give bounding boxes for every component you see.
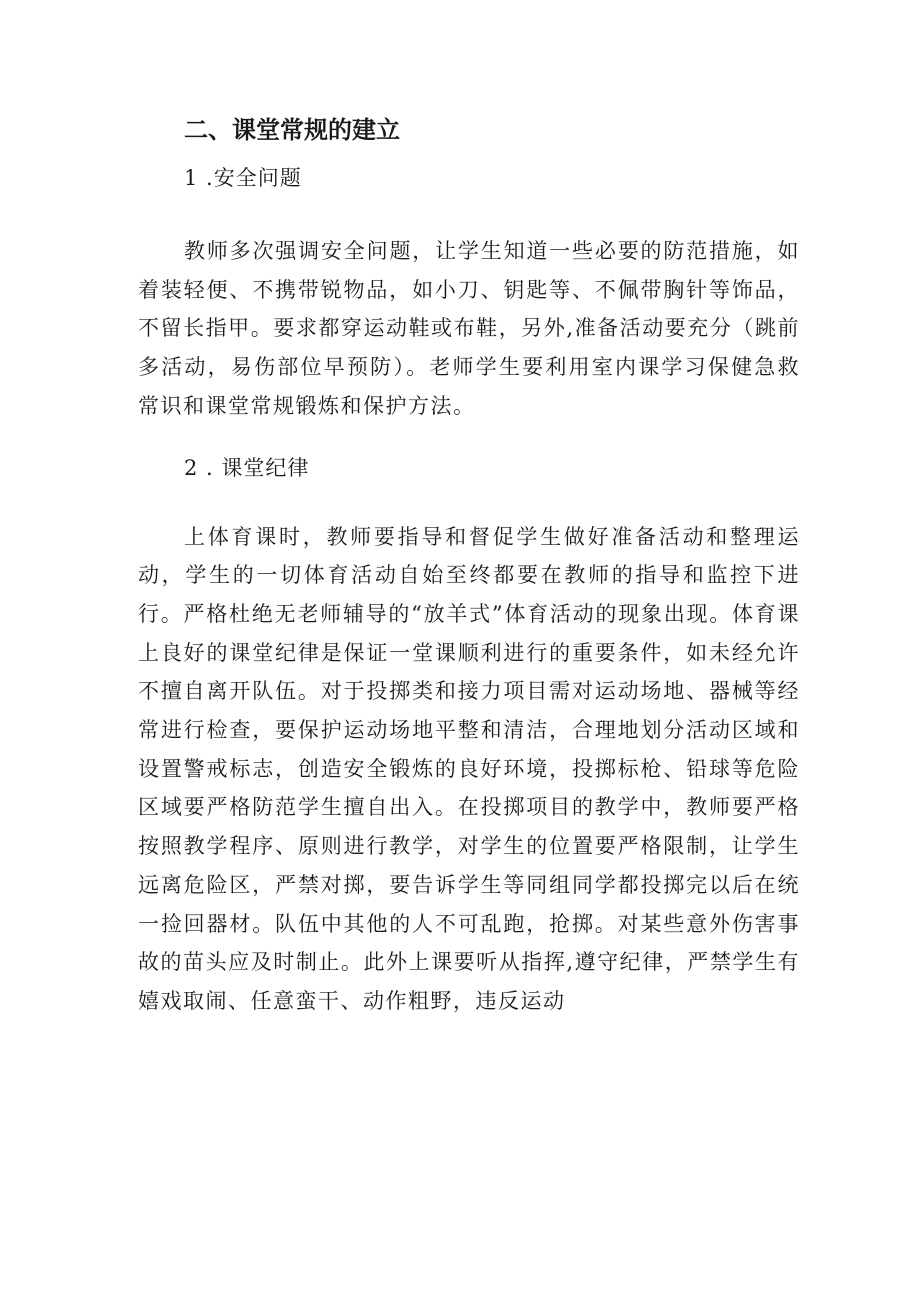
- subsection-title-discipline: 2 . 课堂纪律: [184, 455, 310, 480]
- paragraph-discipline: 上体育课时，教师要指导和督促学生做好准备活动和整理运动，学生的一切体育活动自始至终都要在教师的指导和监控下进行。严格杜绝无老师辅导的“放羊式”体育活动的现象出现。体育课上良好的课堂纪律是保证一堂课顺利进行的重要条件，如未经允许不擅自离开队伍。对于投掷类和接力项目需对运动场地、器械等经常进行检查，要保护运动场地平整和清洁，合理地划分活动区域和设置警戒标志，创造安全锻炼的良好环境，投掷标枪、铅球等危险区域要严格防范学生擅自出入。在投掷项目的教学中，教师要严格按照教学程序、原则进行教学，对学生的位置要严格限制，让学生远离危险区，严禁对掷，要告诉学生等同组同学都投掷完以后在统一捡回器材。队伍中其他的人不可乱跑，抢掷。对某些意外伤害事故的苗头应及时制止。此外上课要听从指挥,遵守纪律，严禁学生有嬉戏取闹、任意蛮干、动作粗野，违反运动: [138, 524, 800, 1013]
- paragraph-safety: 教师多次强调安全问题，让学生知道一些必要的防范措施，如着装轻便、不携带锐物品，如小刀、钥匙等、不佩带胸针等饰品，不留长指甲。要求都穿运动鞋或布鞋，另外,准备活动要充分（跳前多活动，易伤部位早预防）。老师学生要利用室内课学习保健急救常识和课堂常规锻炼和保护方法。: [138, 239, 800, 418]
- document-page: [138, 108, 800, 1021]
- subsection-title-safety: 1 .安全问题: [184, 166, 302, 190]
- section-heading: 二、课堂常规的建立: [184, 116, 400, 144]
